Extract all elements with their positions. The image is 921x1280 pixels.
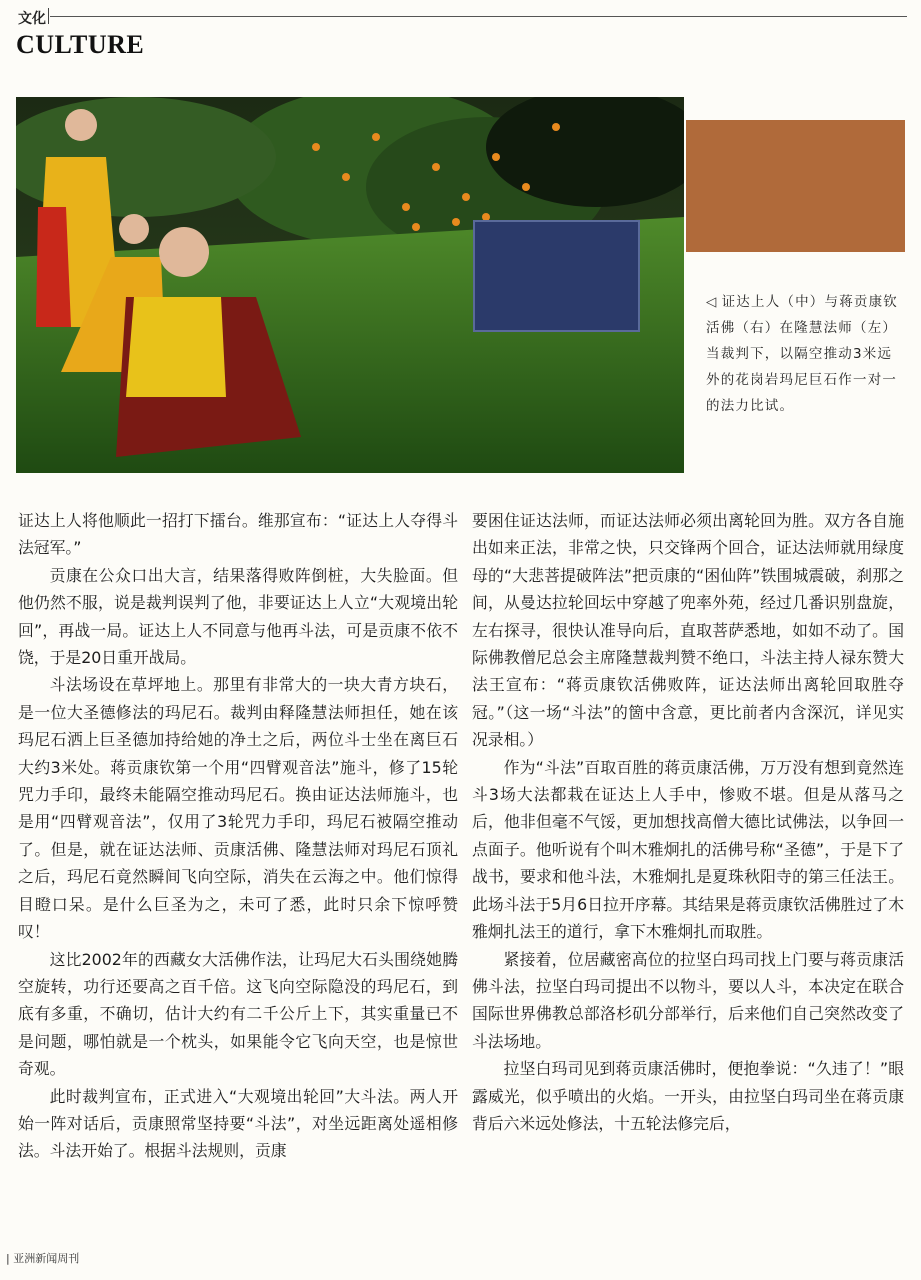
section-label: 文化 [18, 11, 46, 27]
photo-caption [706, 289, 906, 419]
article-photo [16, 97, 684, 473]
paragraph: 作为“斗法”百取百胜的蒋贡康活佛，万万没有想到竟然连斗3场大法都栽在证达上人手中，惨败不堪。但是从落马之后，他非但毫不气馁，更加想找高僧大德比试佛法，以争回一点面子。他听说有个叫木雅炯扎的活佛号称“圣德”，于是下了战书，要求和他斗法，木雅炯扎是夏珠秋阳寺的第三任法王。此场斗法于5月6日拉开序幕。其结果是蒋贡康钦活佛胜过了木雅炯扎法王的道行，拿下木雅炯扎而取胜。 [472, 757, 904, 942]
article-column-left [18, 507, 458, 1165]
paragraph: 紧接着，位居藏密高位的拉坚白玛司找上门要与蒋贡康活佛斗法，拉坚白玛司提出不以物斗，要以人斗，本决定在联合国际世界佛教总部洛杉矶分部举行，后来他们自己突然改变了斗法场地。 [472, 949, 904, 1051]
paragraph: 拉坚白玛司见到蒋贡康活佛时，便抱拳说：“久违了！”眼露威光，似乎喷出的火焰。一开头，由拉坚白玛司坐在蒋贡康背后六米远处修法，十五轮法修完后， [472, 1059, 904, 1133]
paragraph: 要困住证达法师，而证达法师必须出离轮回为胜。双方各自施出如来正法，非常之快，只交锋两个回合，证达法师就用绿度母的“大悲菩提破阵法”把贡康的“困仙阵”铁围城震破，刹那之间，从曼达拉轮回坛中穿越了兜率外苑，经过几番识别盘旋，左右探寻，很快认准导向后，直取菩萨悉地，如如不动了。国际佛教僧尼总会主席隆慧裁判赞不绝口，斗法主持人禄东赞大法王宣布：“蒋贡康钦活佛败阵，证达法师出离轮回取胜夺冠。”（这一场“斗法”的箇中含意，更比前者内含深沉，详见实况录相。） [472, 511, 904, 750]
header-rule [50, 16, 907, 17]
paragraph: 证达上人将他顺此一招打下擂台。维那宣布：“证达上人夺得斗法冠军。” [18, 511, 458, 558]
paragraph: 这比2002年的西藏女大活佛作法，让玛尼大石头围绕她腾空旋转，功行还要高之百千倍。这飞向空际隐没的玛尼石，到底有多重，不确切，估计大约有二千公斤上下，其实重量已不是问题，哪怕就是一个枕头，如果能令它飞向天空，也是惊世奇观。 [18, 949, 458, 1079]
header-divider [48, 8, 49, 24]
article-column-right [472, 507, 904, 1137]
paragraph: 贡康在公众口出大言，结果落得败阵倒桩，大失脸面。但他仍然不服，说是裁判误判了他，非要证达上人立“大观境出轮回”，再战一局。证达上人不同意与他再斗法，可是贡康不依不饶，于是20日重开战局。 [18, 565, 458, 668]
section-title: CULTURE [16, 30, 145, 59]
paragraph: 斗法场设在草坪地上。那里有非常大的一块大青方块石，是一位大圣德修法的玛尼石。裁判由释隆慧法师担任，她在该玛尼石洒上巨圣德加持给她的净土之后，两位斗士坐在离巨石大约3米处。蒋贡康钦第一个用“四臂观音法”施斗，修了15轮咒力手印，最终未能隔空推动玛尼石。换由证达法师施斗，也是用“四臂观音法”，仅用了3轮咒力手印，玛尼石被隔空推动了。但是，就在证达法师、贡康活佛、隆慧法师对玛尼石顶礼之后，玛尼石竟然瞬间飞向空际，消失在云海之中。他们惊得目瞪口呆。是什么巨圣为之，未可了悉，此时只余下惊呼赞叹！ [18, 675, 458, 942]
paragraph: 此时裁判宣布，正式进入“大观境出轮回”大斗法。两人开始一阵对话后，贡康照常坚持要“斗法”，对坐远距离处遥相修法。斗法开始了。根据斗法规则，贡康 [18, 1086, 458, 1161]
decorative-color-block [686, 120, 905, 252]
caption-marker-icon: ◁ [706, 294, 718, 310]
publication-footer: | 亚洲新闻周刊 [6, 1252, 80, 1265]
caption-text: 证达上人（中）与蒋贡康钦活佛（右）在隆慧法师（左）当裁判下，以隔空推动3米远外的花岗岩玛尼巨石作一对一的法力比试。 [706, 294, 898, 414]
